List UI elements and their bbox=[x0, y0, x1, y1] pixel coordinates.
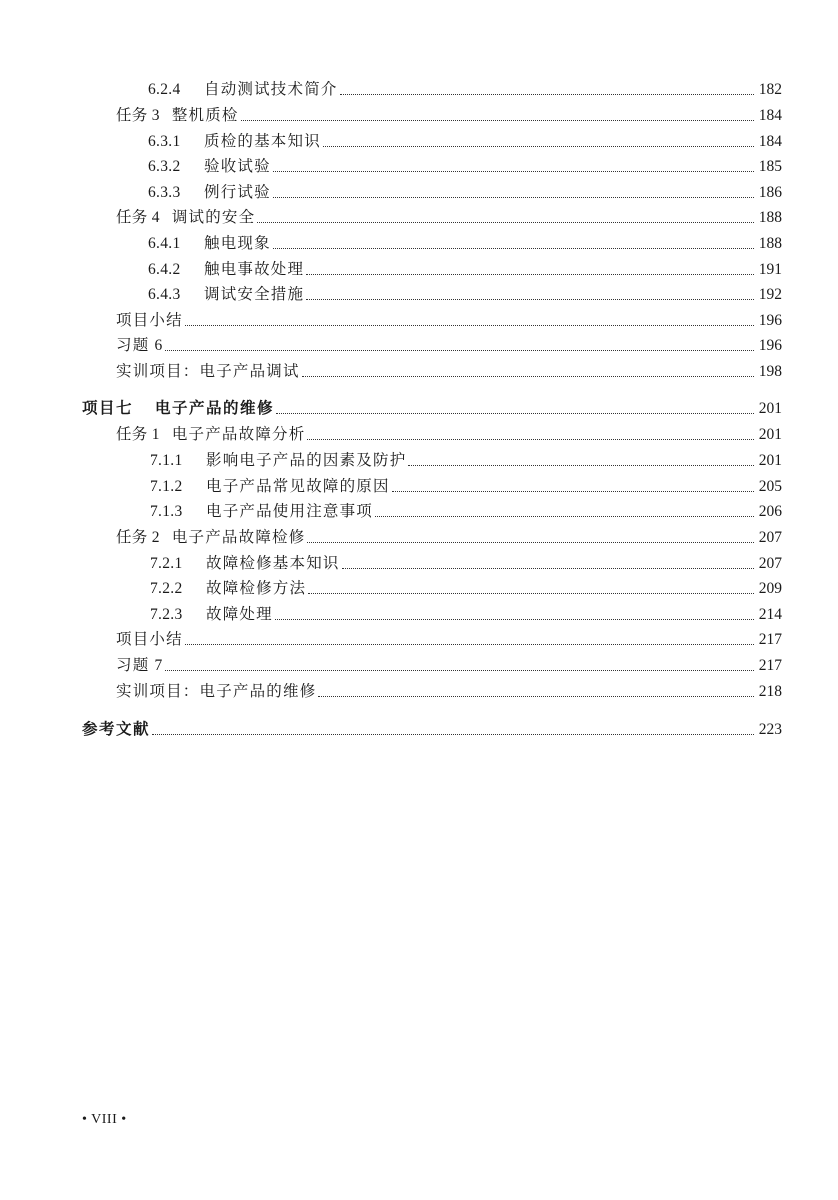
entry-number: 6.2.4 bbox=[148, 81, 181, 98]
toc-entry[interactable] bbox=[150, 477, 782, 497]
entry-number: 7.1.1 bbox=[150, 452, 183, 469]
entry-title: 项目小结 bbox=[116, 631, 183, 648]
dot-leader bbox=[257, 221, 754, 223]
dot-leader bbox=[273, 247, 754, 249]
dot-leader bbox=[165, 349, 754, 351]
dot-leader bbox=[306, 298, 754, 300]
entry-title: 电子产品故障检修 bbox=[171, 529, 306, 546]
entry-number: 7.1.2 bbox=[150, 478, 183, 495]
toc-chapter[interactable] bbox=[82, 720, 782, 740]
dot-leader bbox=[275, 618, 754, 620]
entry-number: 6.3.2 bbox=[148, 158, 181, 175]
entry-number: 6.3.1 bbox=[148, 133, 181, 150]
toc-entry[interactable] bbox=[148, 234, 782, 254]
dot-leader bbox=[273, 170, 754, 172]
dot-leader bbox=[318, 695, 754, 697]
toc-entry[interactable] bbox=[116, 362, 782, 382]
dot-leader bbox=[307, 541, 754, 543]
dot-leader bbox=[165, 669, 754, 671]
entry-title: 习题 7 bbox=[116, 657, 164, 674]
chapter-title: 参考文献 bbox=[82, 721, 151, 738]
entry-page: 217 bbox=[758, 657, 782, 674]
entry-title: 验收试验 bbox=[204, 158, 271, 175]
entry-page: 207 bbox=[758, 529, 782, 546]
entry-page: 198 bbox=[758, 363, 782, 380]
dot-leader bbox=[307, 438, 754, 440]
toc-entry[interactable] bbox=[116, 311, 782, 331]
entry-number: 6.3.3 bbox=[148, 184, 181, 201]
dot-leader bbox=[302, 375, 754, 377]
entry-page: 185 bbox=[758, 158, 782, 175]
entry-title: 触电事故处理 bbox=[204, 261, 305, 278]
dot-leader bbox=[340, 93, 754, 95]
dot-leader bbox=[152, 733, 754, 735]
dot-leader bbox=[276, 412, 754, 414]
chapter-title: 电子产品的维修 bbox=[155, 400, 275, 417]
entry-title: 实训项目：电子产品调试 bbox=[116, 363, 300, 380]
entry-number: 7.2.1 bbox=[150, 555, 183, 572]
toc-entry[interactable] bbox=[116, 630, 782, 650]
toc-entry[interactable] bbox=[150, 451, 782, 471]
entry-title: 影响电子产品的因素及防护 bbox=[206, 452, 407, 469]
entry-page: 214 bbox=[758, 606, 782, 623]
entry-title: 自动测试技术简介 bbox=[204, 81, 338, 98]
dot-leader bbox=[273, 196, 754, 198]
toc-entry[interactable] bbox=[150, 502, 782, 522]
toc-entry[interactable] bbox=[150, 554, 782, 574]
dot-leader bbox=[342, 567, 754, 569]
entry-page: 182 bbox=[758, 81, 782, 98]
entry-title: 电子产品常见故障的原因 bbox=[206, 478, 390, 495]
entry-title: 整机质检 bbox=[171, 107, 239, 124]
entry-title: 例行试验 bbox=[204, 184, 271, 201]
entry-page: 201 bbox=[758, 426, 782, 443]
dot-leader bbox=[375, 515, 754, 517]
entry-number: 7.2.3 bbox=[150, 606, 183, 623]
dot-leader bbox=[185, 643, 754, 645]
chapter-number: 项目七 bbox=[82, 400, 134, 417]
entry-title: 电子产品故障分析 bbox=[171, 426, 306, 443]
entry-page: 223 bbox=[758, 721, 782, 738]
toc-entry[interactable] bbox=[116, 425, 782, 445]
toc-entry[interactable] bbox=[148, 260, 782, 280]
toc-chapter[interactable] bbox=[82, 399, 782, 419]
entry-title: 电子产品使用注意事项 bbox=[206, 503, 374, 520]
entry-title: 实训项目：电子产品的维修 bbox=[116, 683, 317, 700]
entry-page: 201 bbox=[758, 452, 782, 469]
entry-page: 201 bbox=[758, 400, 782, 417]
toc-entry[interactable] bbox=[148, 285, 782, 305]
entry-title: 调试安全措施 bbox=[204, 286, 305, 303]
entry-title: 故障处理 bbox=[206, 606, 273, 623]
entry-title: 项目小结 bbox=[116, 312, 183, 329]
toc-entry[interactable] bbox=[116, 106, 782, 126]
entry-title: 故障检修基本知识 bbox=[206, 555, 340, 572]
entry-title: 调试的安全 bbox=[171, 209, 256, 226]
entry-title: 质检的基本知识 bbox=[204, 133, 321, 150]
entry-page: 218 bbox=[758, 683, 782, 700]
entry-page: 192 bbox=[758, 286, 782, 303]
toc-entry[interactable] bbox=[148, 80, 782, 100]
entry-page: 188 bbox=[758, 209, 782, 226]
entry-page: 186 bbox=[758, 184, 782, 201]
entry-page: 188 bbox=[758, 235, 782, 252]
dot-leader bbox=[308, 592, 754, 594]
toc-entry[interactable] bbox=[116, 336, 782, 356]
entry-page: 217 bbox=[758, 631, 782, 648]
entry-title: 故障检修方法 bbox=[206, 580, 307, 597]
toc-entry[interactable] bbox=[116, 528, 782, 548]
entry-title: 习题 6 bbox=[116, 337, 164, 354]
entry-number: 6.4.2 bbox=[148, 261, 181, 278]
entry-number: 任务 3 bbox=[116, 107, 160, 124]
entry-number: 任务 2 bbox=[116, 529, 160, 546]
toc-entry[interactable] bbox=[150, 605, 782, 625]
entry-number: 7.2.2 bbox=[150, 580, 183, 597]
entry-page: 196 bbox=[758, 312, 782, 329]
page-number: • VIII • bbox=[82, 1112, 127, 1127]
entry-page: 184 bbox=[758, 133, 782, 150]
dot-leader bbox=[241, 119, 754, 121]
entry-page: 205 bbox=[758, 478, 782, 495]
toc-entry[interactable] bbox=[150, 579, 782, 599]
dot-leader bbox=[185, 324, 754, 326]
toc-entry[interactable] bbox=[116, 208, 782, 228]
dot-leader bbox=[323, 145, 754, 147]
toc-entry[interactable] bbox=[148, 157, 782, 177]
entry-page: 184 bbox=[758, 107, 782, 124]
toc-entry[interactable] bbox=[148, 132, 782, 152]
dot-leader bbox=[392, 490, 754, 492]
toc-entry[interactable] bbox=[116, 656, 782, 676]
dot-leader bbox=[306, 273, 754, 275]
entry-number: 任务 4 bbox=[116, 209, 160, 226]
entry-page: 209 bbox=[758, 580, 782, 597]
entry-number: 7.1.3 bbox=[150, 503, 183, 520]
entry-page: 206 bbox=[758, 503, 782, 520]
toc-entry[interactable] bbox=[148, 183, 782, 203]
toc-entry[interactable] bbox=[116, 682, 782, 702]
entry-page: 207 bbox=[758, 555, 782, 572]
entry-title: 触电现象 bbox=[204, 235, 271, 252]
entry-number: 任务 1 bbox=[116, 426, 160, 443]
entry-page: 196 bbox=[758, 337, 782, 354]
dot-leader bbox=[408, 464, 754, 466]
entry-page: 191 bbox=[758, 261, 782, 278]
entry-number: 6.4.3 bbox=[148, 286, 181, 303]
entry-number: 6.4.1 bbox=[148, 235, 181, 252]
